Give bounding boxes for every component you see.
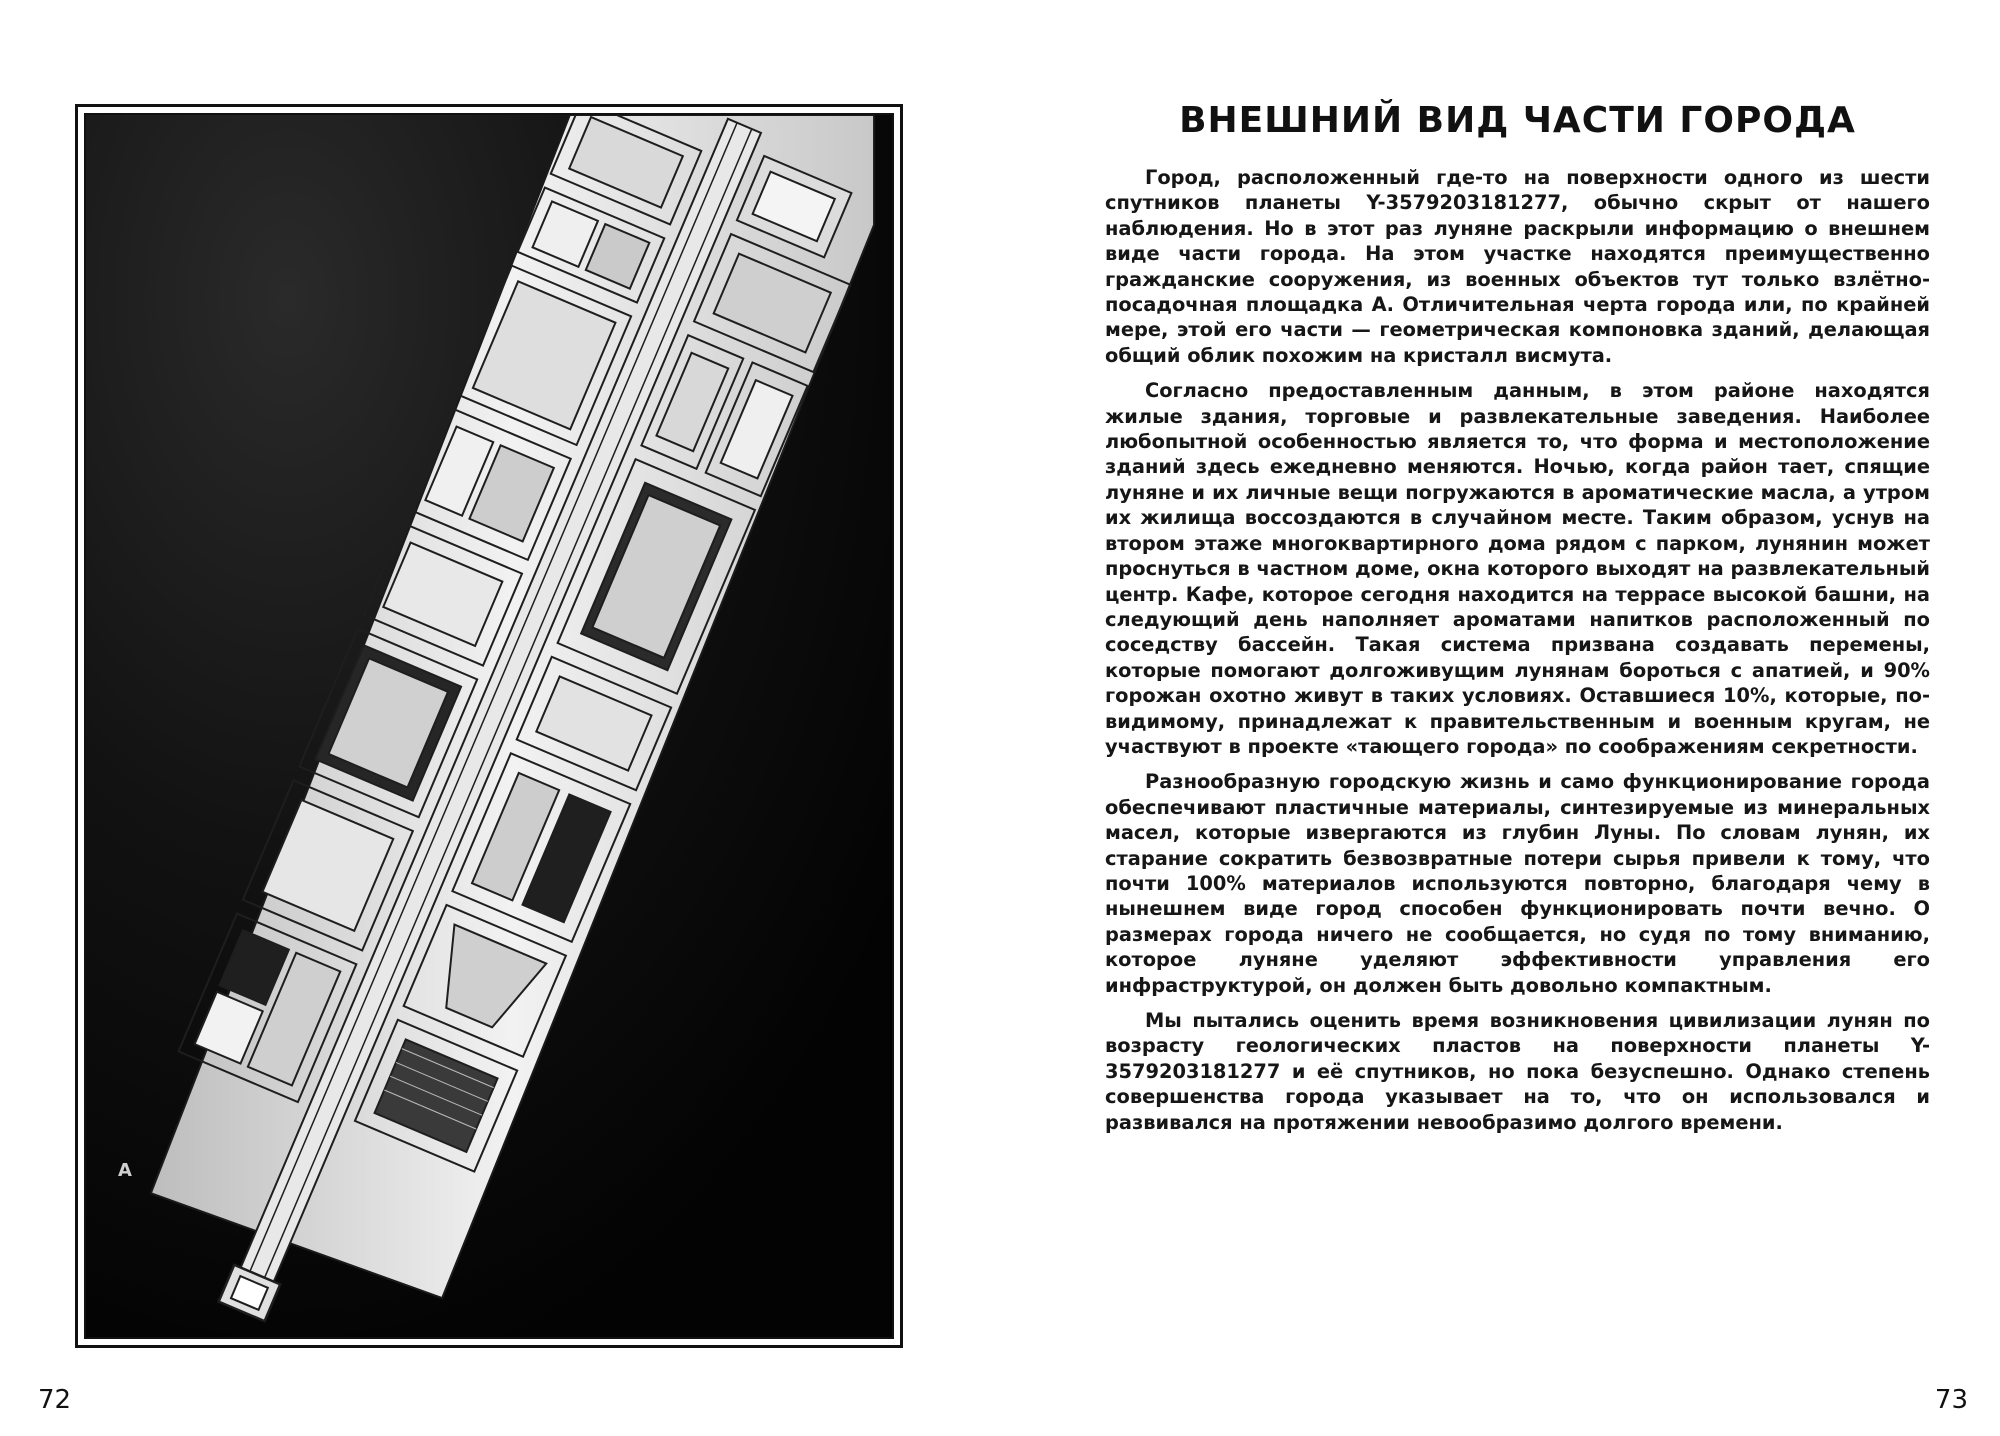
article-paragraph-4: Мы пытались оценить время возникновения цивилизации лунян по возрасту геологических пластов на поверхности планеты Y-3579203181277 и её спутников, но пока безуспешно. Однако степень совершенства города указывает на то, что он использовался и развивался на протяжении невообразимо долгого времени.: [1105, 1009, 1930, 1134]
article-paragraph-1: Город, расположенный где-то на поверхности одного из шести спутников планеты Y-3579203181277, обычно скрыт от нашего наблюдения. Но в этот раз луняне раскрыли информацию о внешнем виде части города. На этом участке находятся преимущественно гражданские сооружения, из военных объектов тут только взлётно-посадочная площадка А. Отличительная черта города или, по крайней мере, этой его части — геометрическая компоновка зданий, делающая общий облик похожим на кристалл висмута.: [1105, 166, 1930, 367]
article-paragraph-2: Согласно предоставленным данным, в этом районе находятся жилые здания, торговые и развлекательные заведения. Наиболее любопытной особенностью является то, что форма и местоположение зданий здесь ежедневно меняются. Ночью, когда район тает, спящие луняне и их личные вещи погружаются в ароматические масла, а утром их жилища воссоздаются в случайном месте. Таким образом, уснув на втором этаже многоквартирного дома рядом с парком, лунянин может проснуться в частном доме, окна которого выходят на развлекательный центр. Кафе, которое сегодня находится на террасе высокой башни, на следующий день наполняет ароматами напитков расположенный по соседству бассейн. Такая система призвана создавать перемены, которые помогают долгоживущим лунянам бороться с апатией, и 90% горожан охотно живут в таких условиях. Оставшиеся 10%, которые, по-видимому, принадлежат к правительственным и военным кругам, не участвуют в проекте «тающего города» по соображениям секретности.: [1105, 379, 1930, 758]
article-title: ВНЕШНИЙ ВИД ЧАСТИ ГОРОДА: [1179, 100, 1856, 141]
page-number-right: 73: [1934, 1385, 1968, 1415]
city-illustration: [84, 113, 894, 1339]
landing-pad-label: A: [118, 1160, 132, 1181]
page-number-left: 72: [38, 1385, 72, 1415]
article: [1105, 100, 1930, 1145]
city-drawing-svg: [86, 115, 892, 1337]
illustration-frame: [75, 104, 903, 1348]
article-paragraph-3: Разнообразную городскую жизнь и само функционирование города обеспечивают пластичные материалы, синтезируемые из минеральных масел, которые извергаются из глубин Луны. По словам лунян, их старание сократить безвозвратные потери сырья привели к тому, что почти 100% материалов используются повторно, благодаря чему в нынешнем виде город способен функционировать почти вечно. О размерах города ничего не сообщается, но судя по тому вниманию, которое луняне уделяют эффективности управления его инфраструктурой, он должен быть довольно компактным.: [1105, 770, 1930, 997]
